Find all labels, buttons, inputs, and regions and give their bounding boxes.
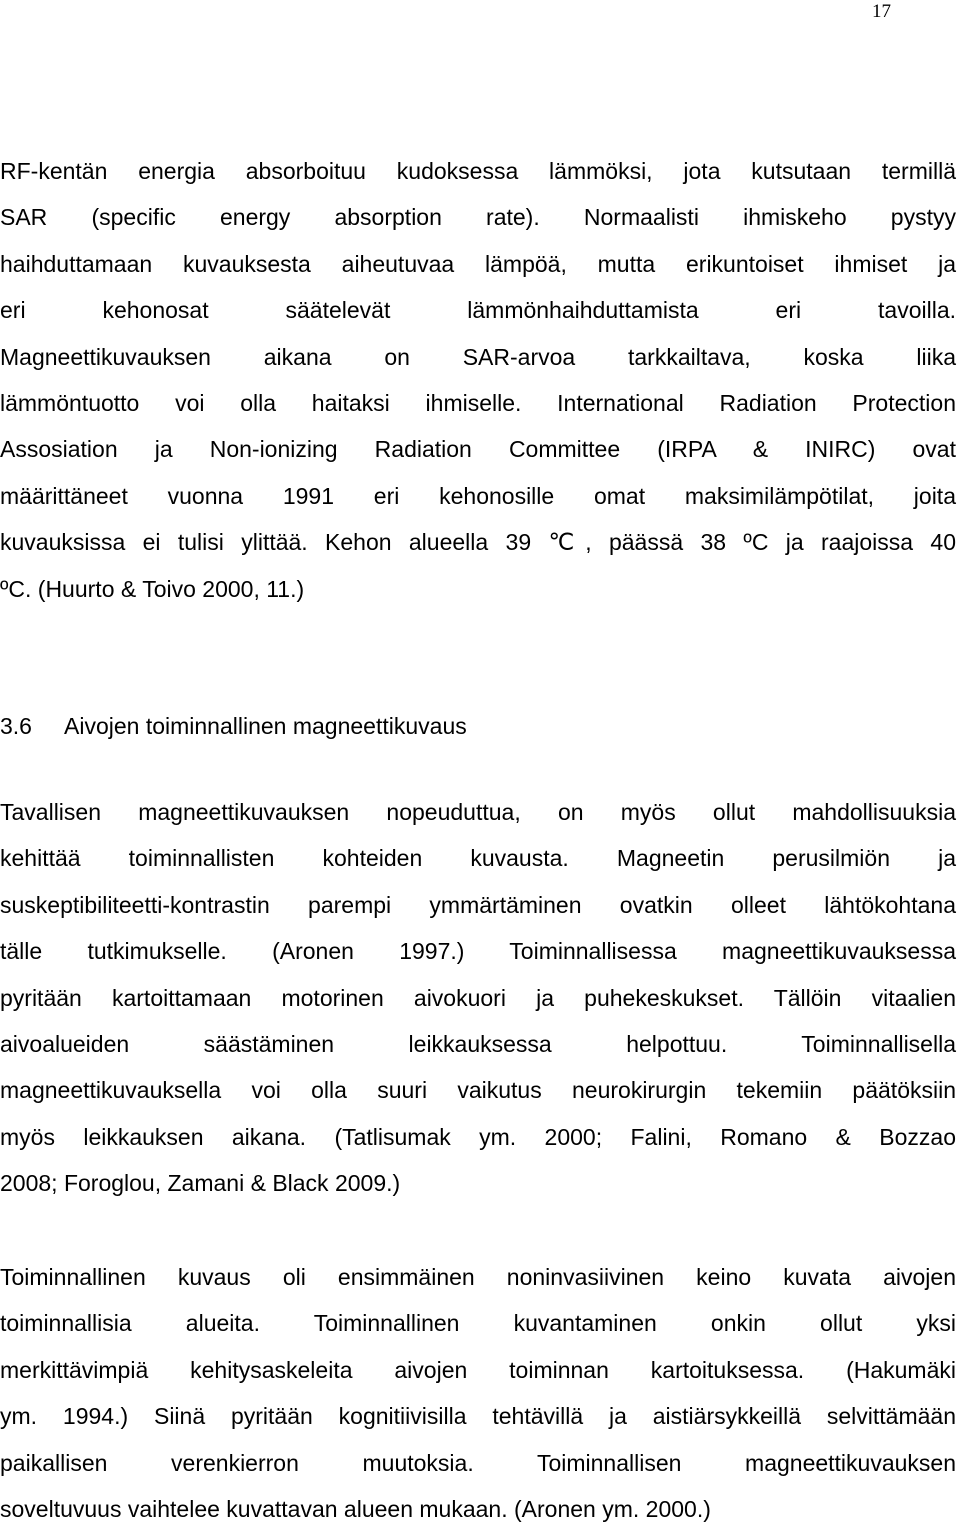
text-line: SAR (specific energy absorption rate). Normaalisti ihmiskeho pystyy (0, 204, 956, 231)
paragraph-noninvasive (0, 1254, 956, 1532)
text-line: Tavallisen magneettikuvauksen nopeuduttua, on myös ollut mahdollisuuksia (0, 799, 956, 825)
text-line: suskeptibiliteetti-kontrastin parempi ymmärtäminen ovatkin olleet lähtökohtana (0, 891, 956, 918)
text-line: magneettikuvauksella voi olla suuri vaikutus neurokirurgin tekemiin päätöksiin (0, 1077, 956, 1104)
text-line: ym. 1994.) Siinä pyritään kognitiivisilla tehtävillä ja aistiärsykkeillä selvittämään (0, 1403, 956, 1430)
text-line: myös leikkauksen aikana. (Tatlisumak ym. 2000; Falini, Romano & Bozzao (0, 1123, 956, 1150)
text-line: lämmöntuotto voi olla haitaksi ihmiselle. International Radiation Protection (0, 389, 956, 416)
paragraph-rf-energy (0, 148, 956, 612)
text-line: 2008; Foroglou, Zamani & Black 2009.) (0, 1170, 401, 1197)
text-line: eri kehonosat säätelevät lämmönhaihduttamista eri tavoilla. (0, 297, 956, 324)
section-heading (0, 703, 467, 749)
text-line: pyritään kartoittamaan motorinen aivokuori ja puhekeskukset. Tällöin vitaalien (0, 984, 956, 1011)
section-title: Aivojen toiminnallinen magneettikuvaus (64, 713, 467, 739)
text-line: Magneettikuvauksen aikana on SAR-arvoa tarkkailtava, koska liika (0, 343, 956, 370)
page-number: 17 (872, 1, 891, 22)
text-line: aivoalueiden säästäminen leikkauksessa helpottuu. Toiminnallisella (0, 1030, 956, 1057)
text-line: Assosiation ja Non-ionizing Radiation Committee (IRPA & INIRC) ovat (0, 436, 956, 463)
text-line: Toiminnallinen kuvaus oli ensimmäinen noninvasiivinen keino kuvata aivojen (0, 1264, 956, 1290)
text-line: merkittävimpiä kehitysaskeleita aivojen toiminnan kartoituksessa. (Hakumäki (0, 1356, 956, 1383)
text-line: määrittäneet vuonna 1991 eri kehonosille omat maksimilämpötilat, joita (0, 482, 956, 509)
text-line: ºC. (Huurto & Toivo 2000, 11.) (0, 575, 305, 602)
text-line: kuvauksissa ei tulisi ylittää. Kehon alueella 39 ℃, päässä 38 ºC ja raajoissa 40 (0, 529, 956, 556)
paragraph-functional-imaging (0, 789, 956, 1207)
text-line: kehittää toiminnallisten kohteiden kuvausta. Magneetin perusilmiön ja (0, 845, 956, 872)
section-number: 3.6 (0, 713, 32, 739)
text-line: RF-kentän energia absorboituu kudoksessa lämmöksi, jota kutsutaan termillä (0, 158, 956, 184)
text-line: paikallisen verenkierron muutoksia. Toiminnallisen magneettikuvauksen (0, 1449, 956, 1476)
text-line: tälle tutkimukselle. (Aronen 1997.) Toiminnallisessa magneettikuvauksessa (0, 938, 956, 965)
text-line: haihduttamaan kuvauksesta aiheutuvaa lämpöä, mutta erikuntoiset ihmiset ja (0, 250, 956, 277)
text-line: soveltuvuus vaihtelee kuvattavan alueen mukaan. (Aronen ym. 2000.) (0, 1495, 711, 1522)
text-line: toiminnallisia alueita. Toiminnallinen kuvantaminen onkin ollut yksi (0, 1310, 956, 1337)
